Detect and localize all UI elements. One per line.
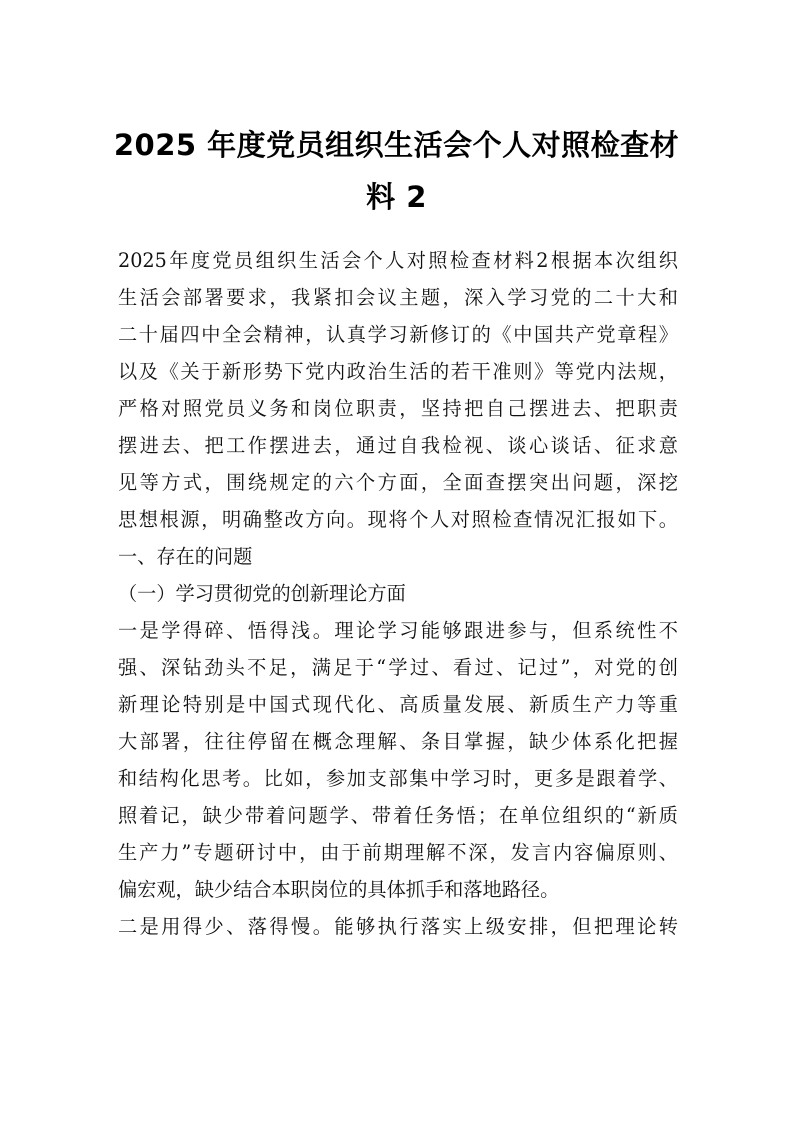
- document-body: [118, 242, 678, 945]
- subsection-heading: （一）学习贯彻党的创新理论方面: [118, 582, 406, 605]
- body-line: 以及《关于新形势下党内政治生活的若干准则》等党内法规，: [118, 360, 678, 383]
- body-line: 严格对照党员义务和岗位职责，坚持把自己摆进去、把职责: [118, 397, 678, 420]
- body-line: 生活会部署要求，我紧扣会议主题，深入学习党的二十大和: [118, 286, 678, 309]
- section-heading: 一、存在的问题: [118, 545, 253, 568]
- body-line: 二是用得少、落得慢。能够执行落实上级安排，但把理论转: [118, 915, 678, 938]
- body-line: 2025年度党员组织生活会个人对照检查材料2根据本次组织: [118, 249, 678, 272]
- body-line: 摆进去、把工作摆进去，通过自我检视、谈心谈话、征求意: [118, 434, 678, 457]
- body-line: 一是学得碎、悟得浅。理论学习能够跟进参与，但系统性不: [118, 619, 678, 642]
- body-line: 见等方式，围绕规定的六个方面，全面查摆突出问题，深挖: [118, 471, 678, 494]
- document-title-line-1: 2025 年度党员组织生活会个人对照检查材: [113, 128, 680, 162]
- body-line: 照着记，缺少带着问题学、带着任务悟；在单位组织的“新质: [118, 804, 678, 827]
- body-line: 偏宏观，缺少结合本职岗位的具体抓手和落地路径。: [118, 878, 560, 901]
- body-line: 大部署，往往停留在概念理解、条目掌握，缺少体系化把握: [118, 730, 678, 753]
- body-line: 思想根源，明确整改方向。现将个人对照检查情况汇报如下。: [118, 508, 678, 531]
- document-title-line-2: 料 2: [366, 180, 427, 214]
- body-line: 新理论特别是中国式现代化、高质量发展、新质生产力等重: [118, 693, 678, 716]
- body-line: 强、深钻劲头不足，满足于“学过、看过、记过”，对党的创: [118, 656, 678, 679]
- body-line: 和结构化思考。比如，参加支部集中学习时，更多是跟着学、: [118, 767, 678, 790]
- body-line: 生产力”专题研讨中，由于前期理解不深，发言内容偏原则、: [118, 841, 678, 864]
- body-line: 二十届四中全会精神，认真学习新修订的《中国共产党章程》: [118, 323, 678, 346]
